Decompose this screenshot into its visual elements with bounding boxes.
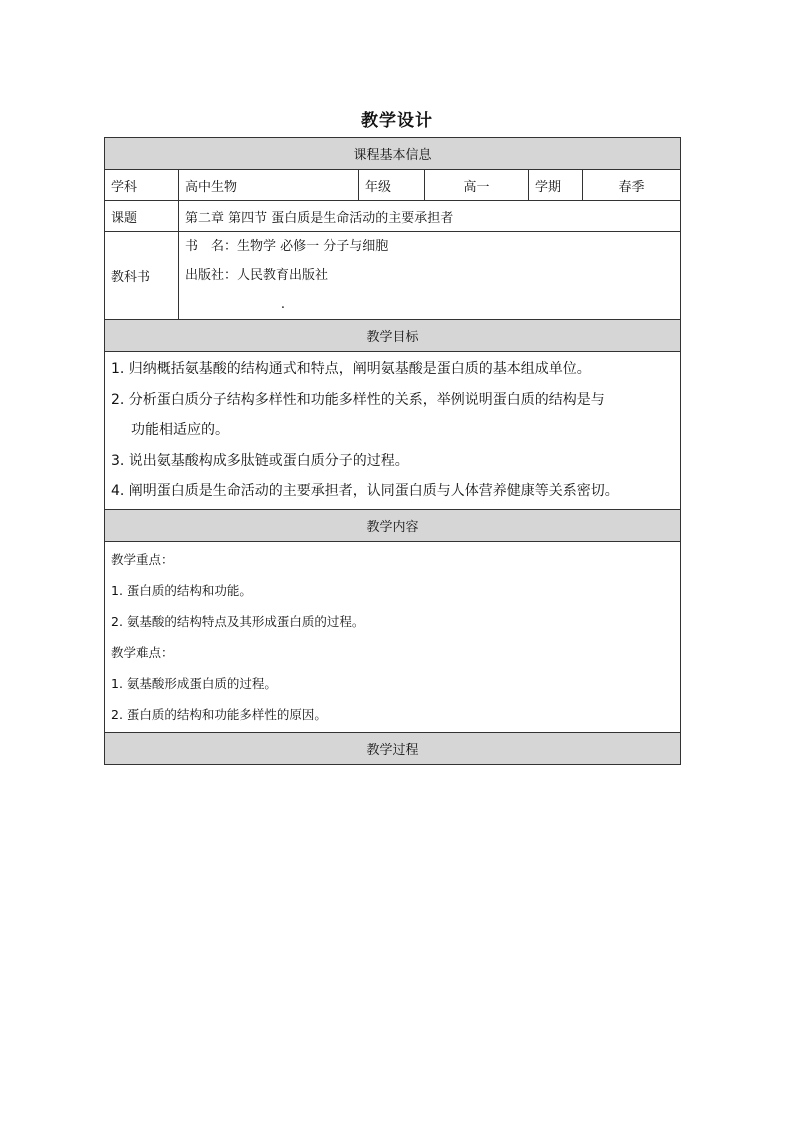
section-header-process: 教学过程 [105, 732, 681, 764]
difficult-points-heading: 教学难点： [111, 644, 174, 660]
subject-value: 高中生物 [179, 170, 359, 201]
content-list [105, 541, 681, 732]
page-title: 教学设计 [361, 111, 433, 131]
goal-item: 4. 阐明蛋白质是生命活动的主要承担者，认同蛋白质与人体营养健康等关系密切。 [111, 483, 619, 499]
textbook-info [179, 232, 681, 320]
list-item: 2. 蛋白质的结构和功能多样性的原因。 [111, 706, 327, 722]
key-points-heading: 教学重点： [111, 551, 174, 567]
list-item: 1. 氨基酸形成蛋白质的过程。 [111, 675, 277, 691]
goal-item: 1. 归纳概括氨基酸的结构通式和特点，阐明氨基酸是蛋白质的基本组成单位。 [111, 361, 591, 377]
term-label: 学期 [529, 170, 583, 201]
subject-label: 学科 [105, 170, 179, 201]
goals-list [105, 352, 681, 510]
textbook-publisher [185, 261, 674, 319]
term-value: 春季 [583, 170, 681, 201]
publisher-text: 出版社：人民教育出版社 [185, 268, 329, 283]
textbook-label: 教科书 [105, 232, 179, 320]
grade-value: 高一 [425, 170, 529, 201]
goal-item: 3. 说出氨基酸构成多肽链或蛋白质分子的过程。 [111, 452, 409, 469]
list-item: 2. 氨基酸的结构特点及其形成蛋白质的过程。 [111, 613, 365, 629]
section-header-goals: 教学目标 [105, 320, 681, 352]
list-item: 1. 蛋白质的结构和功能。 [111, 582, 252, 598]
grade-label: 年级 [359, 170, 425, 201]
topic-value: 第二章 第四节 蛋白质是生命活动的主要承担者 [179, 201, 681, 232]
goal-item-continuation: 功能相适应的。 [131, 422, 229, 438]
textbook-name: 书 名：生物学 必修一 分子与细胞 [185, 239, 389, 254]
topic-label: 课题 [105, 201, 179, 232]
goal-item: 2. 分析蛋白质分子结构多样性和功能多样性的关系，举例说明蛋白质的结构是与 [111, 391, 605, 408]
publisher-trailing-mark: . [280, 297, 285, 312]
lesson-plan-table [104, 137, 681, 765]
section-header-basic-info: 课程基本信息 [105, 138, 681, 170]
section-header-content: 教学内容 [105, 509, 681, 541]
